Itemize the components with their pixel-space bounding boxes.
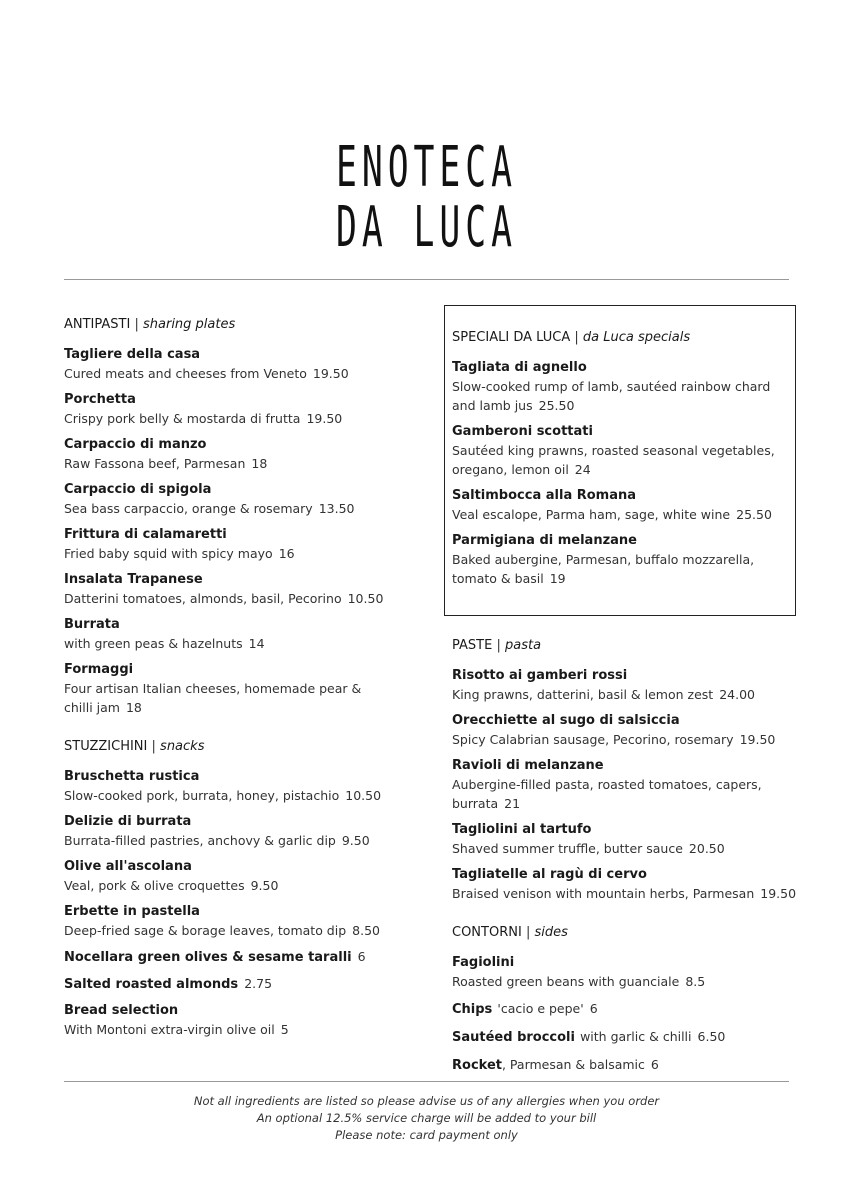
section-name: PASTE [452,638,493,653]
item-description: Slow-cooked rump of lamb, sautéed rainbow chard and lamb jus [452,379,771,413]
item-price: 6 [357,949,366,964]
item-description: with garlic & chilli [580,1029,692,1044]
item-name: Tagliere della casa [64,347,201,362]
item-description: Crispy pork belly & mostarda di frutta [64,411,301,426]
menu-item [64,660,434,717]
section-subtitle: sharing plates [143,317,236,332]
item-price: 21 [504,796,521,811]
menu-item [64,480,434,518]
menu-item [452,486,792,524]
section-separator: | [496,638,501,653]
paste-heading [452,637,792,654]
menu-item [452,531,792,588]
item-price: 10.50 [347,591,384,606]
item-price: 14 [248,636,265,651]
item-description: Slow-cooked pork, burrata, honey, pistachio [64,788,340,803]
section-name: CONTORNI [452,925,522,940]
item-description: Datterini tomatoes, almonds, basil, Pecorino [64,591,342,606]
item-price: 6 [650,1057,659,1072]
menu-item [64,857,434,895]
item-price: 24 [574,462,591,477]
menu-item [452,820,792,858]
allergy-note: Not all ingredients are listed so please advise us of any allergies when you order [193,1094,660,1108]
item-name: Risotto ai gamberi rossi [452,668,628,683]
item-name: Burrata [64,617,120,632]
item-price: 16 [278,546,295,561]
contorni-heading [452,924,792,941]
item-description: Braised venison with mountain herbs, Parmesan [452,886,755,901]
item-name: Sautéed broccoli [452,1030,575,1045]
item-name: Frittura di calamaretti [64,527,227,542]
item-name: Chips [452,1002,493,1017]
item-name: Carpaccio di spigola [64,482,212,497]
item-price: 13.50 [318,501,355,516]
item-description: Burrata-filled pastries, anchovy & garlic dip [64,833,336,848]
section-subtitle: sides [534,925,568,940]
section-separator: | [151,739,156,754]
item-price: 19.50 [306,411,343,426]
pasta-column [452,637,797,1082]
item-name: Porchetta [64,392,136,407]
item-price: 19.50 [760,886,797,901]
section-subtitle: pasta [504,638,542,653]
item-name: Tagliatelle al ragù di cervo [452,867,647,882]
item-name: Rocket [452,1058,502,1073]
item-name: Insalata Trapanese [64,572,203,587]
item-name: Olive all'ascolana [64,859,192,874]
menu-item [64,767,434,805]
bottom-divider [64,1081,789,1082]
menu-item [452,711,792,749]
item-price: 6.50 [697,1029,726,1044]
item-price: 24.00 [719,687,755,702]
item-price: 2.75 [244,976,273,991]
speciali-heading [452,329,792,346]
menu-item [452,666,792,704]
item-name: Saltimbocca alla Romana [452,488,637,503]
item-price: 19 [549,571,566,586]
menu-item [452,998,792,1019]
item-price: 9.50 [250,878,279,893]
menu-item [64,947,434,967]
section-name: ANTIPASTI [64,317,131,332]
menu-item [64,615,434,653]
item-description: , Parmesan & balsamic [501,1057,645,1072]
item-description: Veal, pork & olive croquettes [64,878,245,893]
item-name: Tagliolini al tartufo [452,822,592,837]
item-description: Shaved summer truffle, butter sauce [452,841,683,856]
item-description: Cured meats and cheeses from Veneto [64,366,307,381]
item-price: 9.50 [341,833,370,848]
menu-item [452,1026,792,1047]
menu-item [64,390,434,428]
item-description: Fried baby squid with spicy mayo [64,546,273,561]
item-price: 6 [589,1001,598,1016]
item-price: 25.50 [736,507,772,522]
section-name: STUZZICHINI [64,739,148,754]
item-price: 8.5 [685,974,706,989]
restaurant-name-line2: DA LUCA [335,195,518,260]
item-description: King prawns, datterini, basil & lemon zest [452,687,714,702]
item-name: Erbette in pastella [64,904,200,919]
menu-item [452,358,792,415]
item-name: Carpaccio di manzo [64,437,207,452]
menu-item [64,974,434,994]
item-price: 25.50 [538,398,575,413]
item-name: Bread selection [64,1003,179,1018]
specials-column [452,329,792,595]
item-name: Ravioli di melanzane [452,758,604,773]
menu-item [64,345,434,383]
item-price: 19.50 [739,732,776,747]
section-separator: | [525,925,531,940]
section-separator: | [134,317,139,332]
menu-item [64,902,434,940]
item-name: Parmigiana di melanzane [452,533,637,548]
menu-item [452,953,792,991]
restaurant-name-line1: ENOTECA [335,135,518,200]
item-description: 'cacio e pepe' [497,1001,584,1016]
menu-item [452,865,797,903]
item-name: Bruschetta rustica [64,769,200,784]
item-name: Orecchiette al sugo di salsiccia [452,713,680,728]
menu-item [452,1054,792,1075]
item-description: Raw Fassona beef, Parmesan [64,456,246,471]
item-price: 20.50 [688,841,725,856]
menu-item [64,1001,434,1039]
item-description: Baked aubergine, Parmesan, buffalo mozzarella, tomato & basil [452,552,755,586]
footer-notes [0,1093,853,1144]
menu-item [64,525,434,563]
item-name: Formaggi [64,662,134,677]
item-name: Fagiolini [452,955,515,970]
item-description: Four artisan Italian cheeses, homemade pear & chilli jam [64,681,362,715]
payment-note: Please note: card payment only [335,1128,518,1142]
item-description: Deep-fried sage & borage leaves, tomato dip [64,923,347,938]
item-description: Veal escalope, Parma ham, sage, white wine [452,507,731,522]
item-price: 19.50 [312,366,349,381]
item-price: 8.50 [352,923,380,938]
stuzzichini-heading [64,738,434,755]
item-name: Tagliata di agnello [452,360,587,375]
left-column [64,316,434,1046]
section-separator: | [574,330,579,345]
item-name: Delizie di burrata [64,814,192,829]
item-description: Roasted green beans with guanciale [452,974,680,989]
item-description: with green peas & hazelnuts [64,636,243,651]
item-name: Salted roasted almonds [64,977,239,992]
item-price: 18 [125,700,142,715]
menu-item [452,422,792,479]
menu-item [64,435,434,473]
item-description: Sea bass carpaccio, orange & rosemary [64,501,313,516]
item-description: Aubergine-filled pasta, roasted tomatoes, capers, burrata [452,777,762,811]
item-name: Nocellara green olives & sesame taralli [64,950,352,965]
item-name: Gamberoni scottati [452,424,593,439]
top-divider [64,279,789,280]
item-price: 5 [280,1022,289,1037]
antipasti-heading [64,316,434,333]
menu-item [64,570,434,608]
item-price: 10.50 [345,788,382,803]
service-charge-note: An optional 12.5% service charge will be added to your bill [256,1111,597,1125]
item-description: Sautéed king prawns, roasted seasonal vegetables, oregano, lemon oil [452,443,775,477]
item-description: Spicy Calabrian sausage, Pecorino, rosemary [452,732,734,747]
menu-item [452,756,792,813]
section-subtitle: da Luca specials [582,330,691,345]
menu-item [64,812,434,850]
section-name: SPECIALI DA LUCA [452,330,571,345]
item-price: 18 [251,456,268,471]
section-subtitle: snacks [160,739,205,754]
item-description: With Montoni extra-virgin olive oil [64,1022,275,1037]
